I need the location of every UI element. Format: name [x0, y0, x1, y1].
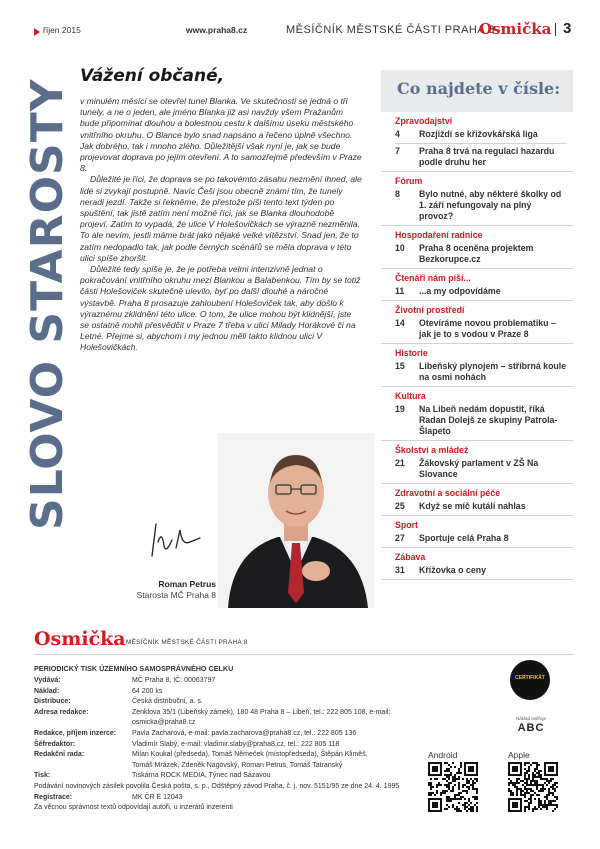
footer-magazine: MĚSÍČNÍK MĚSTSKÉ ČÁSTI PRAHA 8 [126, 639, 248, 646]
toc-list [381, 112, 573, 608]
toc-entry-title: Otevíráme novou problematiku – jak je to s vodou v Praze 8 [419, 318, 556, 339]
toc-page-number: 15 [395, 361, 405, 371]
toc-entry-title: Praha 8 trvá na regulaci hazardu podle druhu her [419, 146, 555, 167]
imprint-heading: PERIODICKÝ TISK ÚZEMNÍHO SAMOSPRÁVNÉHO CELKU [34, 664, 234, 673]
toc-entry-title: Když se míč kutálí nahlas [419, 501, 526, 511]
abc-caption: Náklad ověřuje [515, 716, 547, 721]
android-qr-code[interactable] [428, 762, 478, 812]
toc-entry[interactable] [395, 129, 567, 140]
signature [146, 520, 206, 560]
imprint-key: Vydává: [34, 677, 61, 684]
imprint-value: Tomáš Mrázek, Zdeněk Nagovský, Roman Petrus, Tomáš Tatranský [132, 761, 343, 769]
imprint-row [34, 761, 454, 772]
toc-section [381, 516, 573, 548]
imprint-key: Tisk: [34, 772, 51, 780]
imprint-value: Tiskárna ROCK MEDIA, Týnec nad Sázavou [132, 772, 271, 780]
header-divider [555, 23, 556, 36]
toc-entry-title: Rozjíždí se křižovkářská liga [419, 129, 538, 139]
toc-entry[interactable] [395, 243, 567, 265]
toc-page-number: 31 [395, 565, 405, 575]
toc-page-number: 19 [395, 404, 405, 414]
toc-category: Životní prostředí [395, 305, 465, 315]
author-role: Starosta MČ Praha 8 [136, 590, 216, 600]
imprint-key: Redakce, příjem inzerce: [34, 729, 117, 737]
toc-page-number: 11 [395, 286, 405, 296]
imprint-row [34, 750, 454, 761]
toc-section [381, 441, 573, 484]
article-paragraph: Důležité tedy spíše je, že je potřeba velmi intenzivně jednat o pokračování vnitřního okruhu mezi Blankou a Balabenkou. Tím by se totiž části Holešoviček skutečně ulevilo, byť po další dlouhé a náročné výstavbě. Praha 8 prosazuje zahloubení Holešoviček tak, aby došlo k výraznému zklidnění této ulice. O tom, že ulice mohou být klidnější, jste se ostatně mohli přesvědčit v Praze 7 třeba v ulici Milady Horákové či na Letné. Přejme si, abychom i my jednou měli takto klidnou ulici V Holešovičkách. [80, 264, 361, 353]
toc-entry-title: Bylo nutné, aby některé školky od 1. září nefungovaly na plný provoz? [419, 189, 562, 221]
imprint-value: Milan Koukal (předseda), Tomáš Němeček (místopředseda), Štěpán Kliměš, [132, 751, 368, 759]
toc-entry-title: Na Libeň nedám dopustit, říká Radan Dolejš ze skupiny Patrola-Šlapeto [419, 404, 558, 436]
toc-entry[interactable] [395, 318, 567, 340]
imprint-row [34, 729, 454, 740]
imprint-key: Šéfredaktor: [34, 740, 76, 748]
imprint-row [34, 687, 454, 698]
toc-category: Fórum [395, 176, 423, 186]
abc-logo: ABC [517, 722, 545, 734]
imprint-value: Pavla Zacharová, e-mail: pavla.zacharova@praha8.cz, tel.: 222 805 136 [132, 729, 357, 737]
toc-entry[interactable] [395, 565, 567, 576]
toc-page-number: 21 [395, 458, 405, 468]
footer-divider [34, 654, 574, 655]
website-link[interactable]: www.praha8.cz [186, 25, 248, 35]
toc-entry[interactable] [395, 143, 567, 168]
toc-section [381, 269, 573, 301]
apple-qr-code[interactable] [508, 762, 558, 812]
author-name: Roman Petrus [158, 579, 216, 589]
issue-date: říjen 2015 [43, 25, 81, 35]
imprint-value: MK ČR E 12043 [132, 793, 183, 801]
toc-category: Zdravotní a sociální péče [395, 488, 501, 498]
apple-label: Apple [508, 750, 530, 760]
imprint-key: Registrace: [34, 793, 73, 801]
article-greeting: Vážení občané, [80, 66, 225, 86]
toc-entry-title: Žákovský parlament v ZŠ Na Slovance [419, 458, 539, 479]
imprint-key: Adresa redakce: [34, 708, 89, 716]
imprint-value: Zenklova 35/1 (Libeňský zámek), 180 48 Praha 8 – Libeň, tel.: 222 805 108, e-mail: osmicka@praha8.cz [132, 708, 391, 727]
toc-entry[interactable] [395, 533, 567, 544]
imprint-row [34, 708, 454, 729]
toc-section [381, 226, 573, 269]
toc-entry-title: Libeňský plynojem – stříbrná koule na osmi nohách [419, 361, 567, 382]
toc-entry-title: Sportuje celá Praha 8 [419, 533, 509, 543]
imprint-key: Náklad: [34, 687, 60, 695]
table-of-contents [381, 70, 573, 608]
toc-section [381, 112, 573, 172]
toc-entry[interactable] [395, 458, 567, 480]
mayor-photo [218, 433, 374, 608]
toc-section [381, 387, 573, 441]
page-header [34, 22, 574, 42]
triangle-icon [34, 28, 40, 36]
page-number: 3 [563, 20, 572, 37]
toc-page-number: 8 [395, 189, 400, 199]
imprint-value: Česká distribuční, a. s. [132, 698, 203, 706]
toc-entry[interactable] [395, 501, 567, 512]
disclaimer: Za věcnou správnost textů odpovídají autoři, u inzerátů inzerenti [34, 804, 233, 812]
toc-section [381, 172, 573, 226]
toc-category: Sport [395, 520, 418, 530]
toc-entry-title: Praha 8 oceněna projektem Bezkorupce.cz [419, 243, 534, 264]
toc-page-number: 25 [395, 501, 405, 511]
imprint-row [34, 697, 454, 708]
toc-entry[interactable] [395, 361, 567, 383]
article-paragraph: v minulém měsíci se otevřel tunel Blanka. Ve skutečnosti se jedná o tři tunely, a ne o jeden, ale jméno Blanka již asi navždy všem Pražanům bude připomínat dlouhou a bolestnou cestu k dalšímu úseku městského vnitřního okruhu. O Blance bylo snad napsáno a řečeno úplně všechno. Jak dobrého, tak i mnoho zlého. Důležitější však nyní je, jak se bude projevovat doprava po jejím otevření. A to samozřejmě především v Praze 8. [80, 96, 362, 174]
imprint-key [34, 761, 132, 772]
imprint-row [34, 793, 454, 804]
toc-page-number: 27 [395, 533, 405, 543]
magazine-subtitle: MĚSÍČNÍK MĚSTSKÉ ČÁSTI PRAHA 8 [286, 24, 495, 36]
section-title: SLOVO STAROSTY [22, 78, 73, 530]
toc-category: Zpravodajství [395, 116, 453, 126]
imprint-value: 64 200 ks [132, 687, 163, 695]
imprint-value: Vladimír Slabý, e-mail: vladimir.slaby@praha8.cz, tel.: 222 805 118 [132, 740, 340, 748]
toc-page-number: 14 [395, 318, 405, 328]
postal-note: Podávání novinových zásilek povolila Česká pošta, s. p., Odštěpný závod Praha, č. j. nov. 5151/95 ze dne 24. 4. 1995 [34, 782, 400, 790]
toc-entry-title: Křížovka o ceny [419, 565, 486, 575]
toc-section [381, 548, 573, 580]
imprint-row [34, 771, 454, 782]
toc-entry[interactable] [395, 286, 567, 297]
toc-section [381, 301, 573, 344]
toc-page-number: 7 [395, 146, 400, 156]
toc-category: Kultura [395, 391, 426, 401]
article-paragraph: Důležité je říci, že doprava se po takovémto zásahu nezmění ihned, ale lidé si zvykají postupně. Navíc Češi jsou obecně známí tím, že tunely neradi jezdí. Takže si řekněme, že přestože píši tento text týden po spuštění, tak jistě zatím není možné říci, jak se Blanka dlouhodobě projeví. Zatím to vypadá, že ulice V Holešovičkách se výrazně nezměnila. To ale nevím, jestli máme brát jako nějaké velké vítězství. Snad jen, že to zatím nedopadlo tak, jak podle černých scénářů se měla doprava v této ulici spíše zhoršit. [80, 174, 362, 263]
osmicka-logo: Osmička [479, 20, 552, 38]
toc-category: Školství a mládež [395, 445, 469, 455]
toc-category: Zábava [395, 552, 426, 562]
toc-section [381, 344, 573, 387]
certificate-badge: CERTIFIKÁT [510, 660, 550, 700]
toc-entry[interactable] [395, 404, 567, 437]
toc-page-number: 10 [395, 243, 405, 253]
imprint-table [34, 676, 454, 814]
author-block [80, 579, 216, 601]
imprint-row [34, 676, 454, 687]
imprint-value: MČ Praha 8, IČ: 00063797 [132, 677, 216, 684]
imprint-key: Distribuce: [34, 698, 71, 706]
toc-entry-title: ...a my odpovídáme [419, 286, 501, 296]
toc-section [381, 484, 573, 516]
footer-logo: Osmička [34, 628, 126, 650]
imprint-row [34, 740, 454, 751]
toc-title: Co najdete v čísle: [381, 70, 573, 104]
android-label: Android [428, 750, 458, 760]
toc-entry[interactable] [395, 189, 567, 222]
article-body [80, 96, 362, 354]
toc-category: Hospodaření radnice [395, 230, 483, 240]
toc-category: Historie [395, 348, 428, 358]
imprint-key: Redakční rada: [34, 751, 85, 759]
toc-category: Čtenáři nám píší... [395, 273, 471, 283]
toc-page-number: 4 [395, 129, 400, 139]
